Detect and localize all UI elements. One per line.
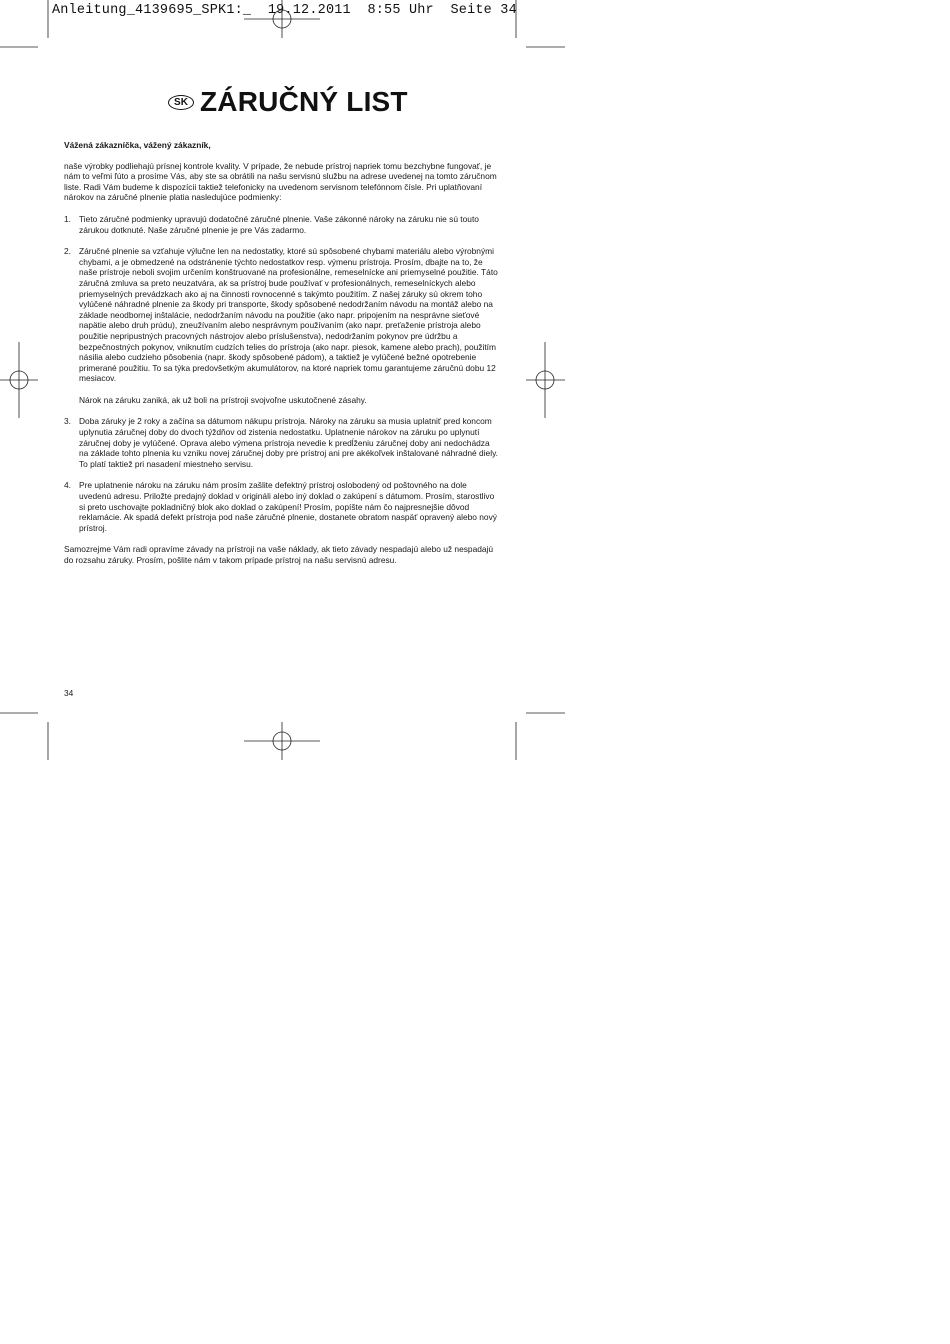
condition-item-1 xyxy=(64,214,498,235)
item-number: 2. xyxy=(64,246,71,257)
registration-mark-left xyxy=(0,342,38,418)
condition-item-2 xyxy=(64,246,498,405)
print-slug: Anleitung_4139695_SPK1:_ 19.12.2011 8:55 Uhr Seite 34 xyxy=(52,3,517,18)
item-paragraph: Tieto záručné podmienky upravujú dodatočné záručné plnenie. Vaše zákonné nároky na záruku nie sú touto zárukou dotknuté. Naše záručné plnenie je pre Vás zadarmo. xyxy=(79,213,479,235)
condition-item-3 xyxy=(64,416,498,469)
warranty-text xyxy=(64,140,498,577)
condition-item-4 xyxy=(64,480,498,533)
page-number: 34 xyxy=(64,688,74,698)
item-paragraph: Záručné plnenie sa vzťahuje výlučne len na nedostatky, ktoré sú spôsobené chybami materiálu alebo výrobnými chybami, a je obmedzené na odstránenie týchto nedostatkov resp. výmenu prístroja. Prosím, dbajte na to, že naše prístroje neboli svojim určením konštruované na profesionálne, remeselnícke ani priemyselné použitie. Táto záručná zmluva sa preto neuzatvára, ak sa prístroj bude používať v profesionálnych, remeselníckych alebo priemyselných prevádzkach ako aj na činnosti rovnocenné s takýmto použitím. Z našej záruky sú okrem toho vylúčené náhradné plnenie za škody pri transporte, škody spôsobené nedodržaním návodu na montáž alebo na základe neodbornej inštalácie, nedodržaním návodu na použitie (ako napr. pripojením na nesprávne sieťové napätie alebo druh prúdu), zneužívaním alebo nesprávnym používaním (ako napr. preťaženie prístroja alebo použitie nepripustných pracovných nástrojov alebo príslušenstva), nedodržaním pokynov pre údržbu a bezpečnostných pokynov, vniknutím cudzích telies do prístroja (ako napr. piesok, kamene alebo prach), použitím násilia alebo cudzieho pôsobenia (napr. škody spôsobené pádom), a taktiež je vylúčené bežné opotrebenie primerané použitiu. To sa týka predovšetkým akumulátorov, na ktoré napriek tomu garantujeme záručnú dobu 12 mesiacov. xyxy=(79,246,498,384)
item-paragraph: Nárok na záruku zaniká, ak už boli na prístroji svojvoľne uskutočnené zásahy. xyxy=(79,394,367,405)
page-title: ZÁRUČNÝ LIST xyxy=(200,86,408,117)
intro-paragraph: naše výrobky podliehajú prísnej kontrole kvality. V prípade, že nebude prístroj napriek tomu bezchybne fungovať, je nám to veľmi ľúto a prosíme Vás, aby ste sa obrátili na našu servisnú službu na adrese uvedenej na tomto záručnom liste. Radi Vám budeme k dispozícii taktiež telefonicky na uvedenom servisnom telefónnom čísle. Pri uplatňovaní nárokov na záručné plnenie platia nasledujúce podmienky: xyxy=(64,160,497,203)
item-number: 4. xyxy=(64,480,71,491)
page-header xyxy=(168,82,408,122)
closing-paragraph: Samozrejme Vám radi opravíme závady na prístroji na vaše náklady, ak tieto závady nespadajú alebo už nespadajú do rozsahu záruky. Prosím, pošlite nám v takom prípade prístroj na našu servisnú adresu. xyxy=(64,544,494,565)
registration-mark-bottom xyxy=(244,722,320,760)
registration-mark-top xyxy=(244,0,320,38)
greeting: Vážená zákazníčka, vážený zákazník, xyxy=(64,140,211,150)
registration-mark-right xyxy=(526,342,565,418)
item-number: 3. xyxy=(64,416,71,427)
item-paragraph: Doba záruky je 2 roky a začína sa dátumom nákupu prístroja. Nároky na záruku sa musia uplatniť pred koncom uplynutia záručnej doby do dvoch týždňov od zistenia nedostatku. Uplatnenie nárokov na záruku po uplynutí záručnej doby je vylúčené. Oprava alebo výmena prístroja nevedie k predĺženiu záručnej doby ani nedochádza na základe tohto plnenia ku vzniku novej záručnej doby pre prístroj ani pre akékoľvek inštalované náhradné diely. To platí taktiež pri nasadení miestneho servisu. xyxy=(79,416,498,469)
item-number: 1. xyxy=(64,213,71,224)
item-paragraph: Pre uplatnenie nároku na záruku nám prosím zašlite defektný prístroj oslobodený od poštovného na dole uvedenú adresu. Priložte predajný doklad v origináli alebo iný doklad o zakúpení s dátumom. Prosím, starostlivo si preto uschovajte pokladničný blok ako doklad o zakúpení! Prosím, popíšte nám čo najpresnejšie dôvod reklamácie. Ak spadá defekt prístroja pod naše záručné plnenie, dostanete obratom naspäť opravený alebo nový prístroj. xyxy=(79,480,497,533)
language-badge: SK xyxy=(168,95,194,110)
